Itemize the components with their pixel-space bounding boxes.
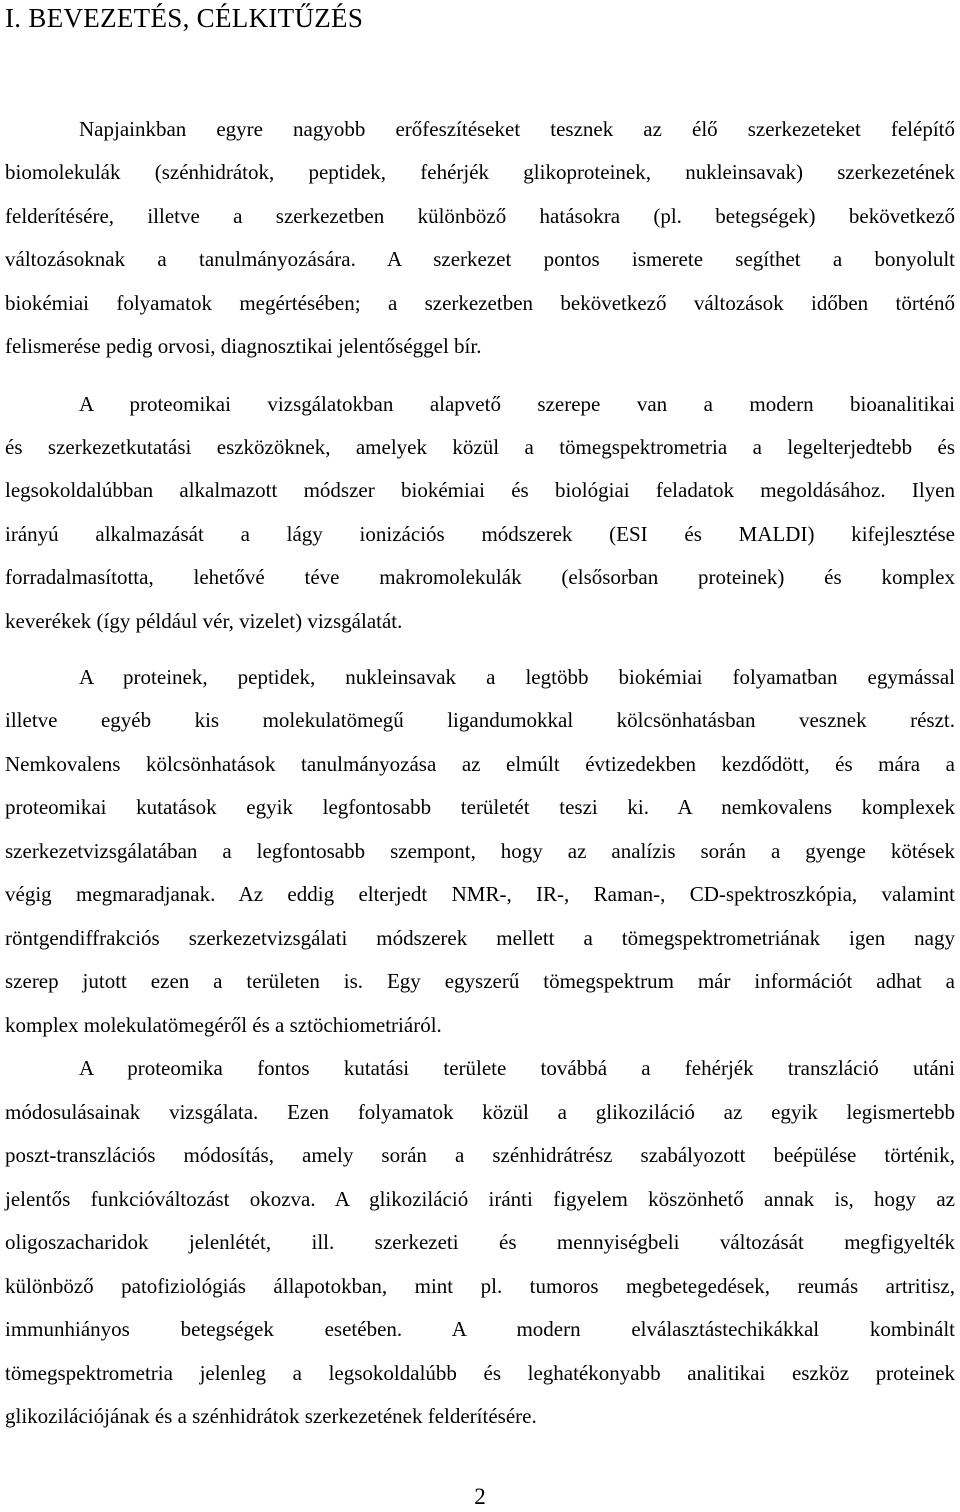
text-line: szerkezetvizsgálatában a legfontosabb szempont, hogy az analízis során a gyenge kötések [5, 839, 955, 863]
text-line: A proteomika fontos kutatási területe továbbá a fehérjék transzláció utáni [79, 1056, 955, 1080]
text-line: különböző patofiziológiás állapotokban, mint pl. tumoros megbetegedések, reumás artritisz, [5, 1274, 955, 1298]
page-title: I. BEVEZETÉS, CÉLKITŰZÉS [5, 3, 364, 33]
text-line: biomolekulák (szénhidrátok, peptidek, fehérjék glikoproteinek, nukleinsavak) szerkezetének [5, 160, 955, 184]
text-line: legsokoldalúbban alkalmazott módszer biokémiai és biológiai feladatok megoldásához. Ilyen [5, 478, 955, 502]
text-line: Nemkovalens kölcsönhatások tanulmányozása az elmúlt évtizedekben kezdődött, és mára a [5, 752, 955, 776]
text-line: glikozilációjának és a szénhidrátok szerkezetének felderítésére. [5, 1404, 537, 1428]
page-number: 2 [474, 1484, 486, 1509]
text-line: végig megmaradjanak. Az eddig elterjedt NMR-, IR-, Raman-, CD-spektroszkópia, valamint [5, 882, 955, 906]
text-line: felderítésére, illetve a szerkezetben különböző hatásokra (pl. betegségek) bekövetkező [5, 204, 955, 228]
text-line: felismerése pedig orvosi, diagnosztikai jelentőséggel bír. [5, 334, 482, 358]
text-line: módosulásainak vizsgálata. Ezen folyamatok közül a glikoziláció az egyik legismertebb [5, 1100, 955, 1124]
text-line: és szerkezetkutatási eszközöknek, amelyek közül a tömegspektrometria a legelterjedtebb és [5, 435, 955, 459]
text-line: röntgendiffrakciós szerkezetvizsgálati módszerek mellett a tömegspektrometriának igen nagy [5, 926, 955, 950]
text-line: Napjainkban egyre nagyobb erőfeszítéseket tesznek az élő szerkezeteket felépítő [79, 117, 955, 141]
text-line: immunhiányos betegségek esetében. A modern elválasztástechikákkal kombinált [5, 1317, 955, 1341]
text-line: tömegspektrometria jelenleg a legsokoldalúbb és leghatékonyabb analitikai eszköz proteinek [5, 1361, 955, 1385]
text-line: poszt-transzlációs módosítás, amely során a szénhidrátrész szabályozott beépülése történik, [5, 1143, 955, 1167]
text-line: változásoknak a tanulmányozására. A szerkezet pontos ismerete segíthet a bonyolult [5, 247, 955, 271]
text-line: oligoszacharidok jelenlétét, ill. szerkezeti és mennyiségbeli változását megfigyelték [5, 1230, 955, 1254]
text-line: illetve egyéb kis molekulatömegű ligandumokkal kölcsönhatásban vesznek részt. [5, 708, 955, 732]
text-line: szerep jutott ezen a területen is. Egy egyszerű tömegspektrum már információt adhat a [5, 969, 955, 993]
text-line: A proteinek, peptidek, nukleinsavak a legtöbb biokémiai folyamatban egymással [79, 665, 955, 689]
text-line: proteomikai kutatások egyik legfontosabb területét teszi ki. A nemkovalens komplexek [5, 795, 955, 819]
text-line: jelentős funkcióváltozást okozva. A glikoziláció iránti figyelem köszönhető annak is, hogy az [5, 1187, 955, 1211]
text-line: keverékek (így például vér, vizelet) vizsgálatát. [5, 609, 403, 633]
text-line: forradalmasította, lehetővé téve makromolekulák (elsősorban proteinek) és komplex [5, 565, 955, 589]
text-line: biokémiai folyamatok megértésében; a szerkezetben bekövetkező változások időben történő [5, 291, 955, 315]
text-line: A proteomikai vizsgálatokban alapvető szerepe van a modern bioanalitikai [79, 392, 955, 416]
text-line: komplex molekulatömegéről és a sztöchiometriáról. [5, 1013, 442, 1037]
text-line: irányú alkalmazását a lágy ionizációs módszerek (ESI és MALDI) kifejlesztése [5, 522, 955, 546]
